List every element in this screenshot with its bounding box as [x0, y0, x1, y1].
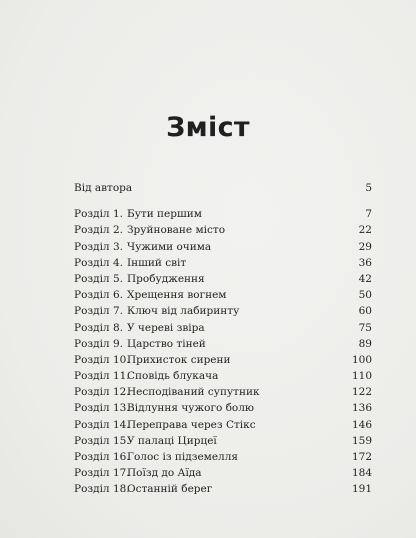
chapter-page-number: 136 [351, 402, 372, 415]
chapter-number: Розділ 17. [74, 467, 130, 480]
chapter-number: Розділ 6. [74, 289, 123, 302]
chapter-title: Зруйноване місто [127, 224, 226, 237]
chapter-number: Розділ 7. [74, 305, 123, 318]
toc-chapter-row [74, 449, 372, 465]
chapter-number: Розділ 12. [74, 386, 130, 399]
chapter-title: Царство тіней [127, 337, 206, 350]
toc-chapter-row [74, 481, 372, 497]
toc-chapter-row [74, 384, 372, 400]
toc-chapter-row [74, 271, 372, 287]
chapter-page-number: 75 [358, 321, 372, 334]
chapter-number: Розділ 14. [74, 418, 130, 431]
chapter-number: Розділ 8. [74, 321, 123, 334]
chapter-title: Несподіваний супутник [127, 386, 260, 399]
toc-chapter-row [74, 206, 372, 222]
toc-chapter-row [74, 222, 372, 238]
chapter-title: Голос із підземелля [127, 451, 239, 463]
chapter-number: Розділ 18. [74, 483, 130, 496]
toc-preface-row [74, 180, 372, 196]
toc-preface-page: 5 [365, 182, 372, 194]
chapter-number: Розділ 4. [74, 256, 123, 269]
chapter-page-number: 159 [351, 434, 372, 447]
toc-chapter-row [74, 287, 372, 303]
chapter-title: Хрещення вогнем [127, 289, 227, 302]
chapter-title: Відлуння чужого болю [127, 402, 255, 415]
chapter-title: Бути першим [127, 208, 202, 221]
chapter-title: Пробудження [127, 272, 205, 285]
page-title: Зміст [166, 112, 250, 143]
chapter-page-number: 50 [358, 289, 372, 302]
chapter-page-number: 172 [351, 451, 372, 463]
chapter-title: Прихисток сирени [127, 353, 231, 366]
toc-chapter-row [74, 465, 372, 481]
chapter-number: Розділ 11. [74, 370, 130, 383]
chapter-page-number: 184 [351, 467, 372, 480]
chapter-page-number: 29 [358, 240, 372, 253]
chapter-title: Поїзд до Аїда [127, 467, 202, 480]
chapter-page-number: 60 [358, 305, 372, 318]
chapter-number: Розділ 15. [74, 434, 130, 447]
toc-chapter-row [74, 417, 372, 433]
chapter-number: Розділ 3. [74, 240, 123, 253]
toc-chapter-row [74, 303, 372, 319]
chapter-number: Розділ 5. [74, 272, 123, 285]
chapter-title: Переправа через Стікс [127, 418, 256, 431]
chapter-title: Інший світ [127, 256, 187, 269]
chapter-page-number: 7 [365, 208, 372, 221]
toc-chapter-row [74, 433, 372, 449]
chapter-number: Розділ 1. [74, 208, 123, 221]
toc-chapter-row [74, 400, 372, 416]
toc-chapter-row [74, 255, 372, 271]
toc-chapter-row [74, 336, 372, 352]
toc-preface-label: Від автора [74, 182, 133, 194]
chapter-number: Розділ 9. [74, 337, 123, 350]
chapter-page-number: 100 [351, 353, 372, 366]
chapter-page-number: 122 [351, 386, 372, 399]
chapter-number: Розділ 2. [74, 224, 123, 237]
toc-chapter-row [74, 320, 372, 336]
chapter-title: Ключ від лабиринту [127, 305, 240, 318]
chapter-title: У палаці Цирцеї [127, 434, 217, 447]
toc-chapter-row [74, 352, 372, 368]
chapter-page-number: 146 [351, 418, 372, 431]
toc-chapter-row [74, 368, 372, 384]
chapter-title: Останній берег [127, 483, 213, 496]
chapter-number: Розділ 13. [74, 402, 130, 415]
chapter-page-number: 42 [358, 272, 372, 285]
chapter-page-number: 110 [351, 370, 372, 383]
toc-chapter-row [74, 239, 372, 255]
chapter-list [74, 206, 372, 497]
chapter-page-number: 22 [358, 224, 372, 237]
chapter-number: Розділ 10. [74, 353, 130, 366]
table-of-contents [74, 180, 372, 498]
chapter-page-number: 36 [358, 256, 372, 269]
chapter-title: У череві звіра [127, 321, 205, 334]
chapter-page-number: 89 [358, 337, 372, 350]
chapter-page-number: 191 [351, 483, 372, 496]
chapter-title: Чужими очима [127, 240, 212, 253]
chapter-title: Сповідь блукача [127, 370, 219, 383]
chapter-number: Розділ 16. [74, 451, 130, 463]
